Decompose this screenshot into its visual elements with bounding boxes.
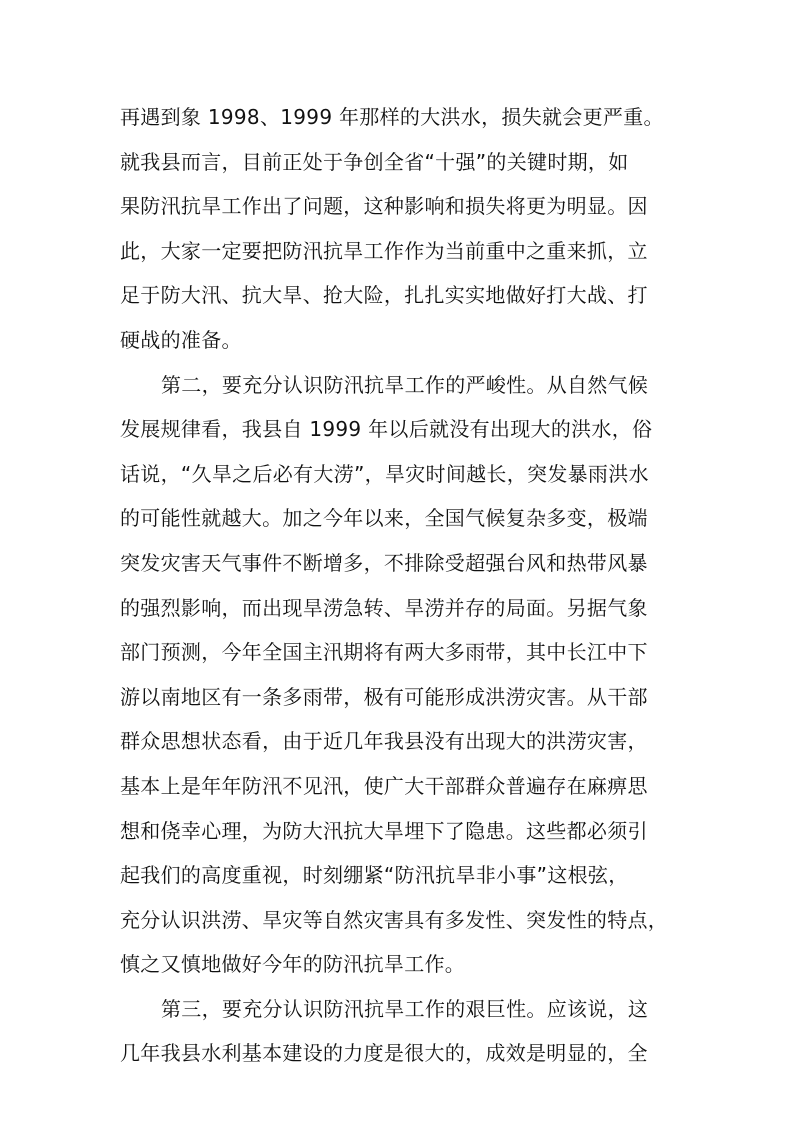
- text-line: 果防汛抗旱工作出了问题，这种影响和损失将更为明显。因: [120, 194, 648, 219]
- body-text: [120, 95, 690, 1076]
- text-line: 充分认识洪涝、旱灾等自然灾害具有多发性、突发性的特点，: [120, 907, 669, 932]
- text-line: 起我们的高度重视，时刻绷紧“防汛抗旱非小事”这根弦，: [120, 863, 629, 888]
- text-line: 再遇到象 1998、1999 年那样的大洪水，损失就会更严重。: [120, 105, 664, 129]
- text-line: 基本上是年年防汛不见汛，使广大干部群众普遍存在麻痹思: [120, 773, 648, 798]
- text-line: 慎之又慎地做好今年的防汛抗旱工作。: [120, 952, 466, 977]
- text-line: 足于防大汛、抗大旱、抢大险，扎扎实实地做好打大战、打: [120, 283, 648, 308]
- paragraph-start-line: 第二，要充分认识防汛抗旱工作的严峻性。从自然气候: [161, 372, 649, 397]
- text-line: 部门预测，今年全国主汛期将有两大多雨带，其中长江中下: [120, 640, 648, 665]
- text-line: 硬战的准备。: [120, 327, 242, 352]
- text-line: 想和侥幸心理，为防大汛抗大旱埋下了隐患。这些都必须引: [120, 818, 648, 843]
- text-line: 游以南地区有一条多雨带，极有可能形成洪涝灾害。从干部: [120, 684, 648, 709]
- text-line: 就我县而言，目前正处于争创全省“十强”的关键时期，如: [120, 149, 629, 174]
- text-line: 几年我县水利基本建设的力度是很大的，成效是明显的，全: [120, 1041, 648, 1066]
- paragraph-start-line: 第三，要充分认识防汛抗旱工作的艰巨性。应该说，这: [161, 996, 649, 1021]
- text-line: 此，大家一定要把防汛抗旱工作作为当前重中之重来抓，立: [120, 238, 648, 263]
- text-line: 的强烈影响，而出现旱涝急转、旱涝并存的局面。另据气象: [120, 595, 648, 620]
- text-line: 突发灾害天气事件不断增多，不排除受超强台风和热带风暴: [120, 550, 648, 575]
- text-line: 发展规律看，我县自 1999 年以后就没有出现大的洪水，俗: [120, 417, 653, 442]
- text-line: 的可能性就越大。加之今年以来，全国气候复杂多变，极端: [120, 506, 648, 531]
- text-line: 话说，“久旱之后必有大涝”，旱灾时间越长，突发暴雨洪水: [120, 461, 649, 486]
- text-line: 群众思想状态看，由于近几年我县没有出现大的洪涝灾害，: [120, 729, 648, 754]
